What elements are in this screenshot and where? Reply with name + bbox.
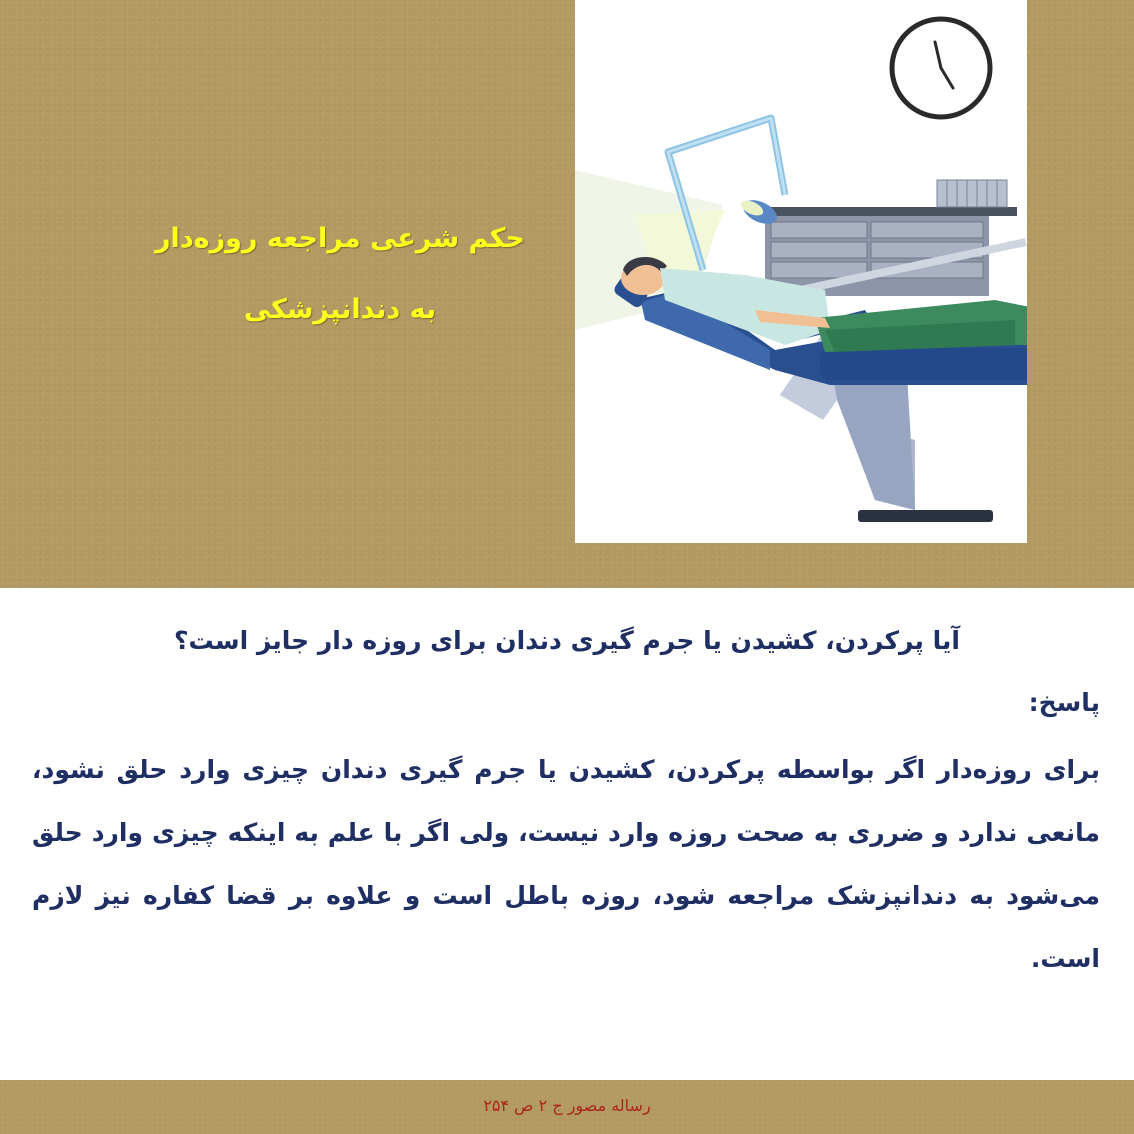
footer-band <box>0 1080 1134 1134</box>
question-heading: آیا پرکردن، کشیدن یا جرم گیری دندان برای روزه دار جایز است؟ <box>174 626 960 655</box>
wall-clock-icon <box>892 19 990 117</box>
answer-label: پاسخ: <box>1028 688 1100 717</box>
content-area <box>0 588 1134 1080</box>
cabinet-icon <box>755 180 1017 296</box>
title-line-2: به دندانپزشکی <box>243 294 437 325</box>
dental-chair-illustration <box>575 0 1027 543</box>
source-citation: رساله مصور ج ۲ ص ۲۵۴ <box>483 1096 651 1115</box>
title-line-1: حکم شرعی مراجعه روزه‌دار <box>155 223 525 254</box>
answer-body: برای روزه‌دار اگر بواسطه پرکردن، کشیدن یا جرم گیری دندان چیزی وارد حلق نشود، مانعی ندارد و ضرری به صحت روزه وارد نیست، ولی اگر با علم به اینکه چیزی وارد حلق می‌شود به دندانپزشک مراجعه شود، روزه باطل است و علاوه بر قضا کفاره نیز لازم است. <box>32 755 1100 973</box>
title-block <box>150 225 530 323</box>
